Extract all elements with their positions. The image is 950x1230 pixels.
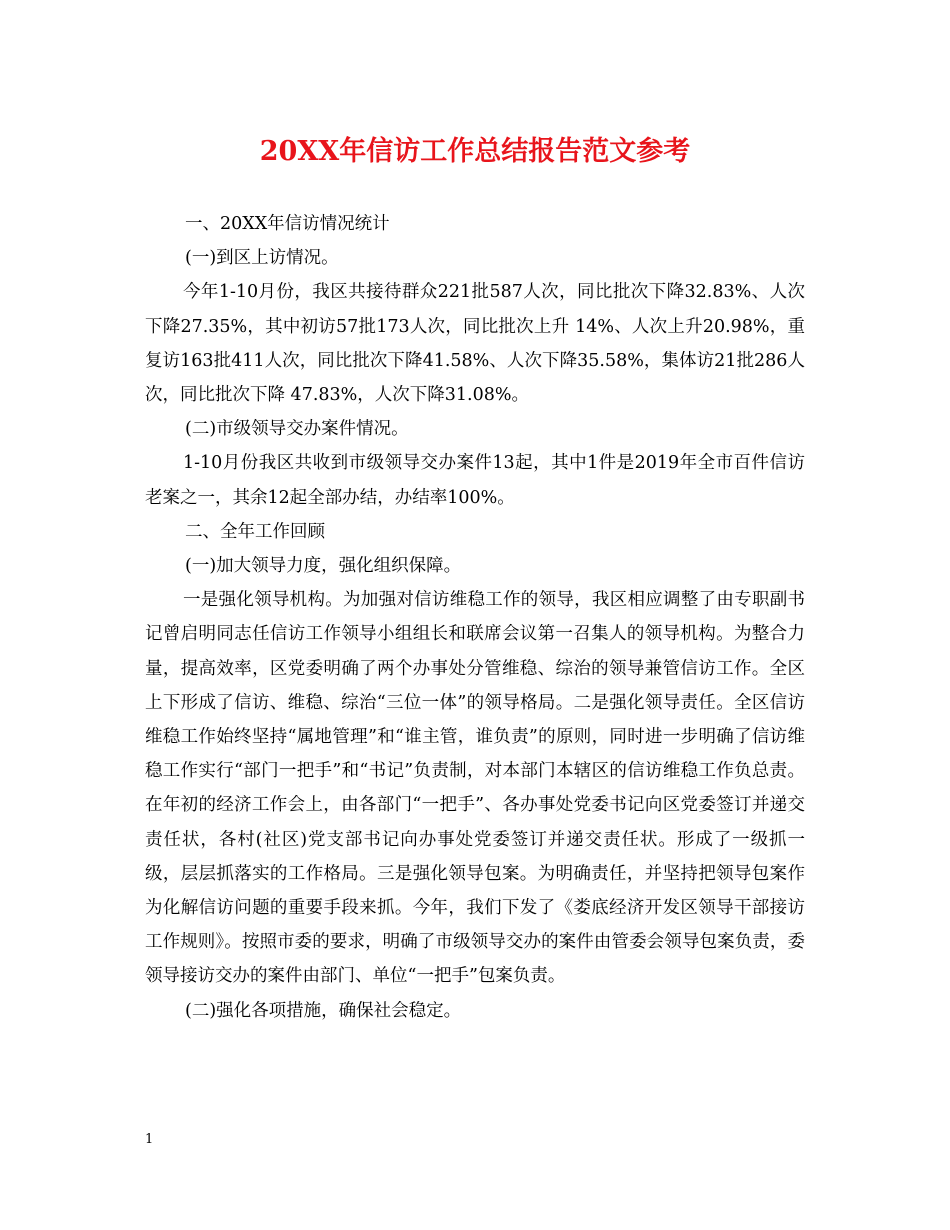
page-number: 1 xyxy=(145,1132,154,1147)
subsection-heading: (二)市级领导交办案件情况。 xyxy=(185,419,409,440)
document-title: 20XX年信访工作总结报告范文参考 xyxy=(259,136,691,167)
section-heading: 一、20XX年信访情况统计 xyxy=(185,214,390,234)
subsection-heading: (二)强化各项措施，确保社会稳定。 xyxy=(185,1000,462,1021)
paragraph: 1-10月份我区共收到市级领导交办案件13起，其中1件是2019年全市百件信访老案之一，其余12起全部办结，办结率100%。 xyxy=(145,453,805,508)
paragraph: 今年1-10月份，我区共接待群众221批587人次，同比批次下降32.83%、人次下降27.35%，其中初访57批173人次，同比批次上升 14%、人次上升20.98%，重复访163批411人次，同比批次下降41.58%、人次下降35.58%，集体访21批286人次，同比批次下降 47.83%，人次下降31.08%。 xyxy=(145,282,805,406)
document-body xyxy=(145,207,805,1028)
paragraph: 一是强化领导机构。为加强对信访维稳工作的领导，我区相应调整了由专职副书记曾启明同志任信访工作领导小组组长和联席会议第一召集人的领导机构。为整合力量，提高效率，区党委明确了两个办事处分管维稳、综治的领导兼管信访工作。全区上下形成了信访、维稳、综治“三位一体”的领导格局。二是强化领导责任。全区信访维稳工作始终坚持“属地管理”和“谁主管，谁负责”的原则，同时进一步明确了信访维稳工作实行“部门一把手”和“书记”负责制，对本部门本辖区的信访维稳工作负总责。在年初的经济工作会上，由各部门“一把手”、各办事处党委书记向区党委签订并递交责任状，各村(社区)党支部书记向办事处党委签订并递交责任状。形成了一级抓一级，层层抓落实的工作格局。三是强化领导包案。为明确责任，并坚持把领导包案作为化解信访问题的重要手段来抓。今年，我们下发了《娄底经济开发区领导干部接访工作规则》。按照市委的要求，明确了市级领导交办的案件由管委会领导包案负责，委领导接访交办的案件由部门、单位“一把手”包案负责。 xyxy=(145,590,805,987)
section-heading: 二、全年工作回顾 xyxy=(185,521,325,542)
subsection-heading: (一)到区上访情况。 xyxy=(185,248,339,269)
subsection-heading: (一)加大领导力度，强化组织保障。 xyxy=(185,556,462,577)
